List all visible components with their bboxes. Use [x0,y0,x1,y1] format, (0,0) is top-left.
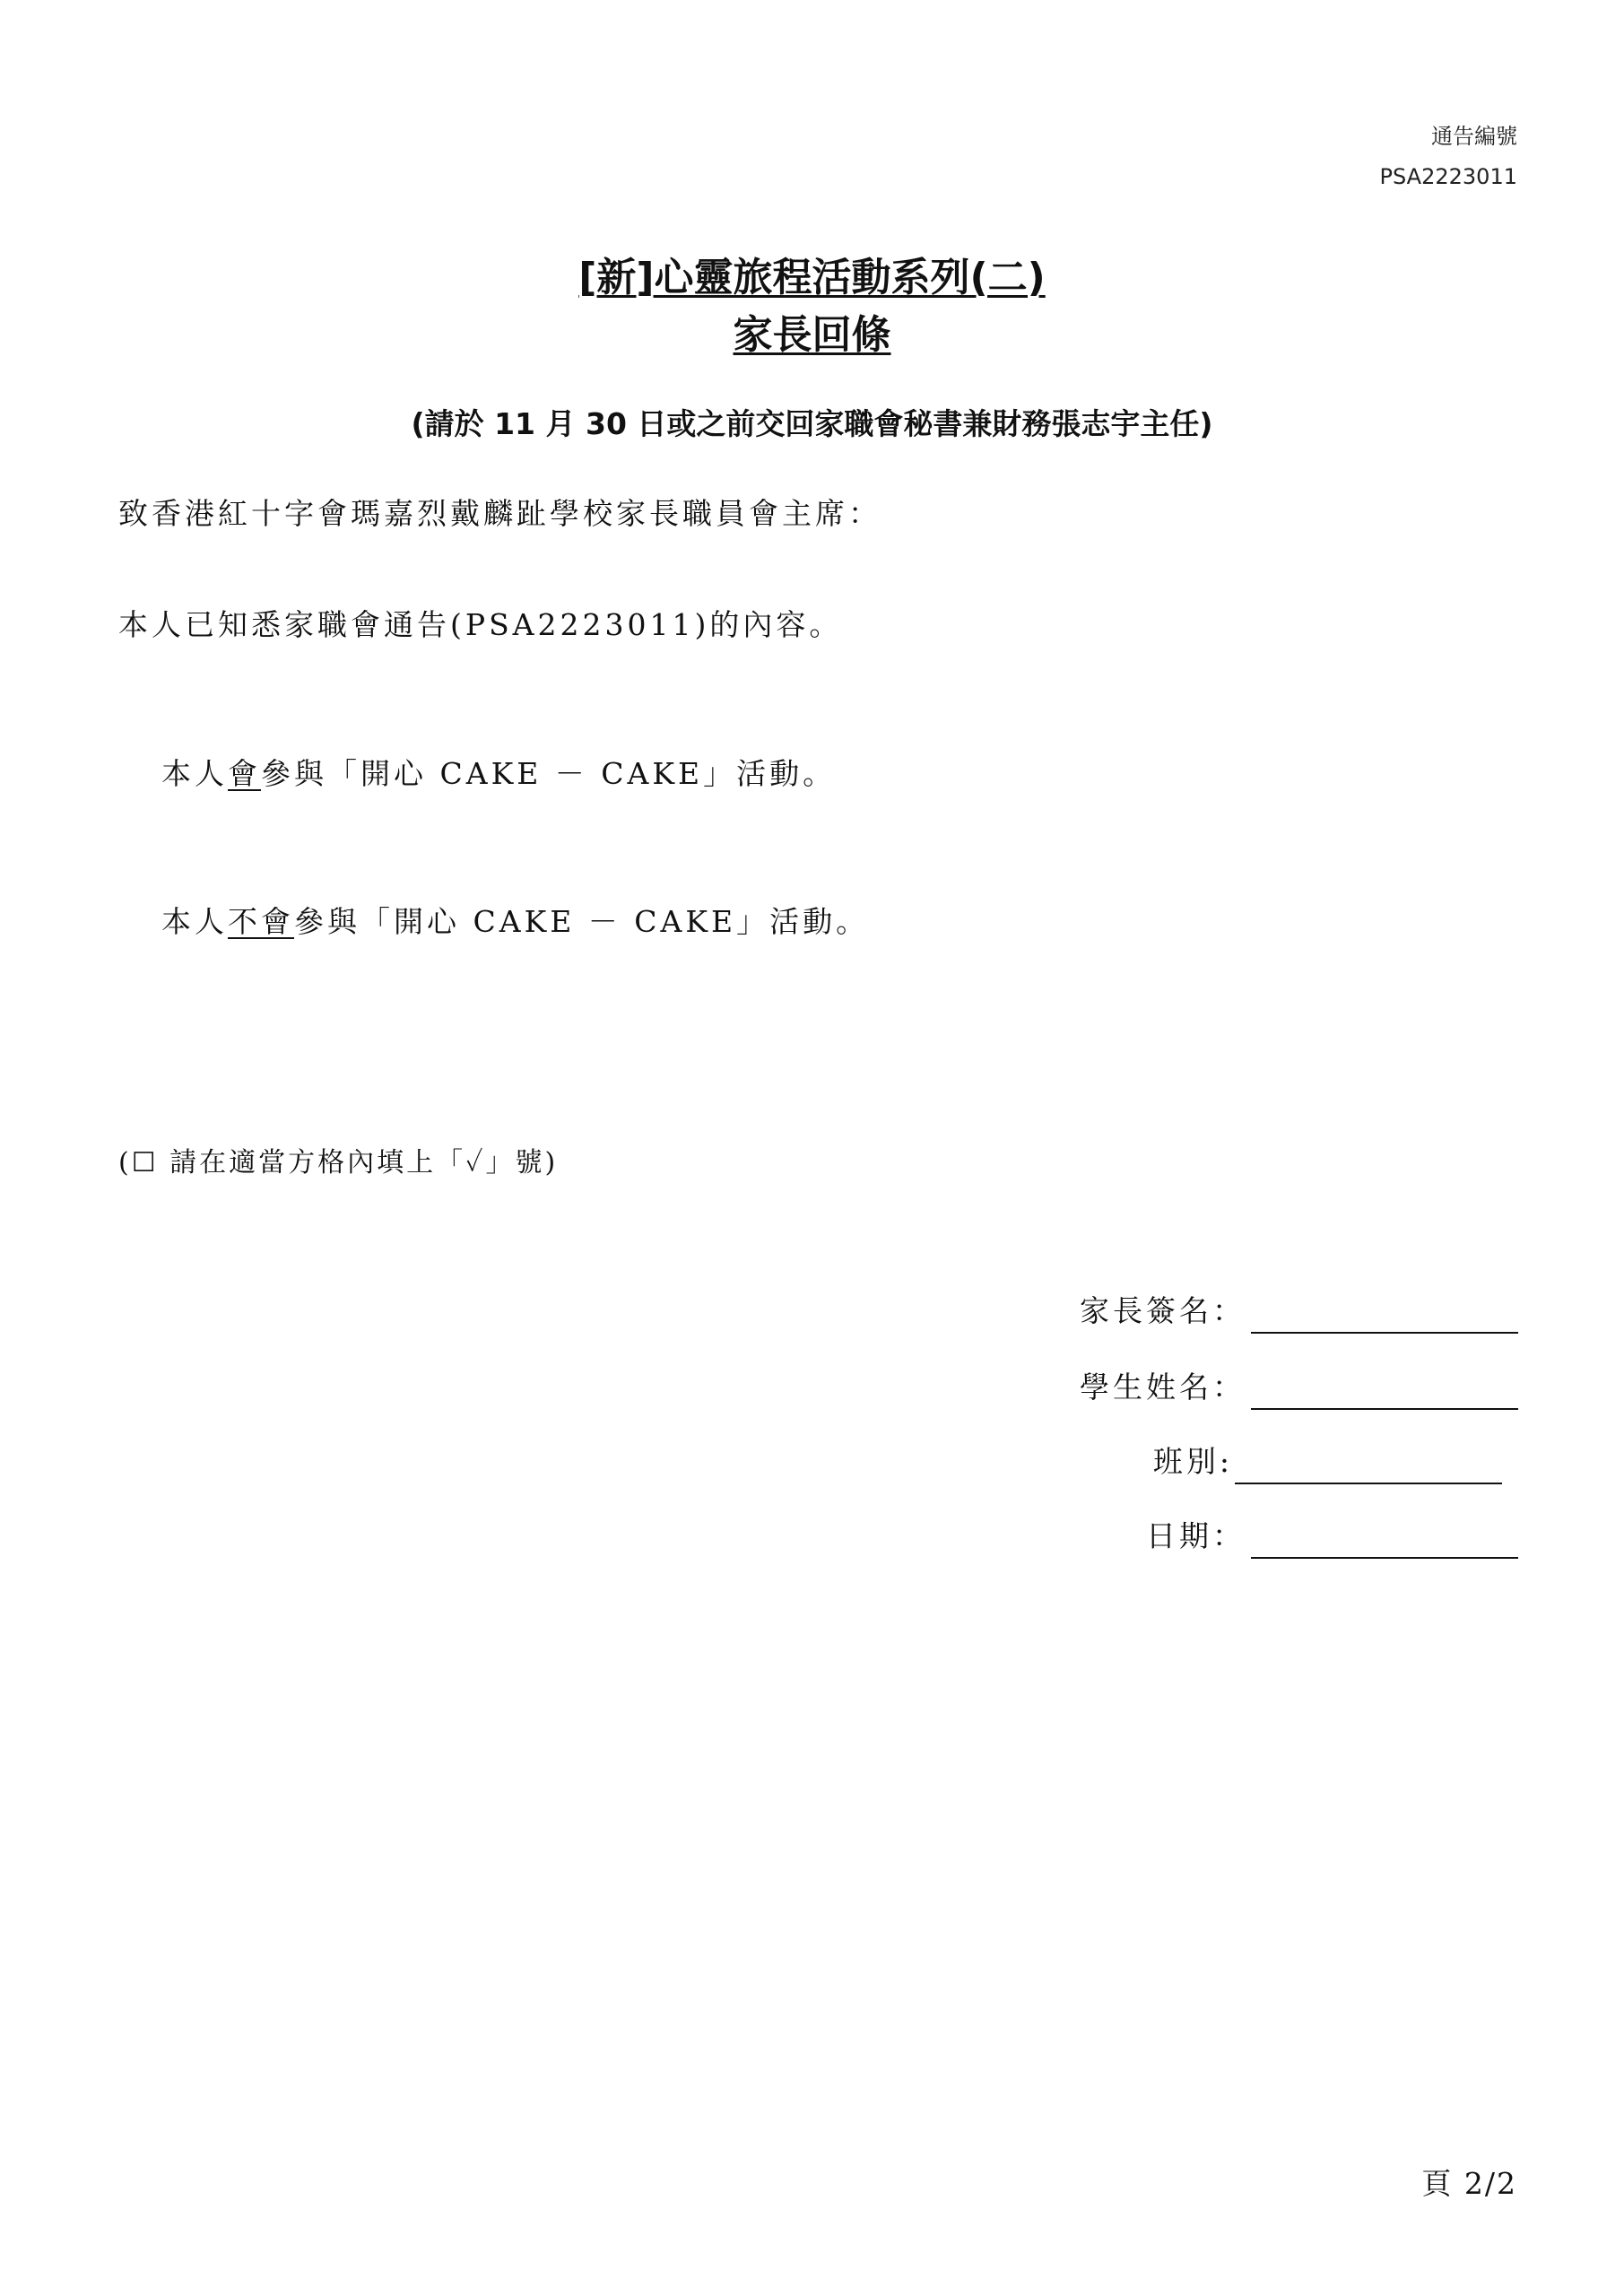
notice-number: PSA2223011 [1379,164,1517,189]
notice-reference [1380,117,1517,197]
student-name-label: 學生姓名： [1080,1370,1246,1405]
date-field[interactable] [1251,1523,1518,1559]
class-field[interactable] [1235,1448,1502,1484]
title-line-2: 家長回條 [733,312,891,358]
option-decline-prefix: 本人 [161,904,228,939]
salutation: 致香港紅十字會瑪嘉烈戴麟趾學校家長職員會主席： [118,496,881,531]
option-decline-emphasis: 不會 [228,904,294,939]
page-number: 頁 2/2 [1421,2166,1517,2201]
checkbox-note: (☐ 請在適當方格內填上「✓」號) [118,1147,559,1178]
date-row [1146,1514,1518,1559]
class-label: 班別: [1152,1444,1233,1479]
document-title [0,249,1624,364]
parent-signature-field[interactable] [1251,1298,1518,1334]
student-name-row [1080,1365,1518,1410]
option-join-prefix: 本人 [161,756,228,791]
parent-signature-row [1080,1289,1518,1334]
parent-signature-label: 家長簽名： [1080,1293,1246,1328]
option-join-emphasis: 會 [228,756,261,791]
option-decline-suffix: 參與「開心 CAKE － CAKE」活動。 [294,904,870,939]
class-row [1153,1439,1502,1484]
date-label: 日期： [1146,1518,1246,1553]
student-name-field[interactable] [1251,1374,1518,1410]
option-decline [161,900,869,944]
return-instruction: (請於 11 月 30 日或之前交回家職會秘書兼財務張志宇主任) [411,406,1213,441]
title-line-1: [新]心靈旅程活動系列(二) [578,255,1046,300]
option-join-suffix: 參與「開心 CAKE － CAKE」活動。 [261,756,837,791]
option-join [161,752,836,796]
notice-number-label: 通告編號 [1431,124,1517,149]
acknowledgement: 本人已知悉家職會通告(PSA2223011)的內容。 [118,607,843,642]
